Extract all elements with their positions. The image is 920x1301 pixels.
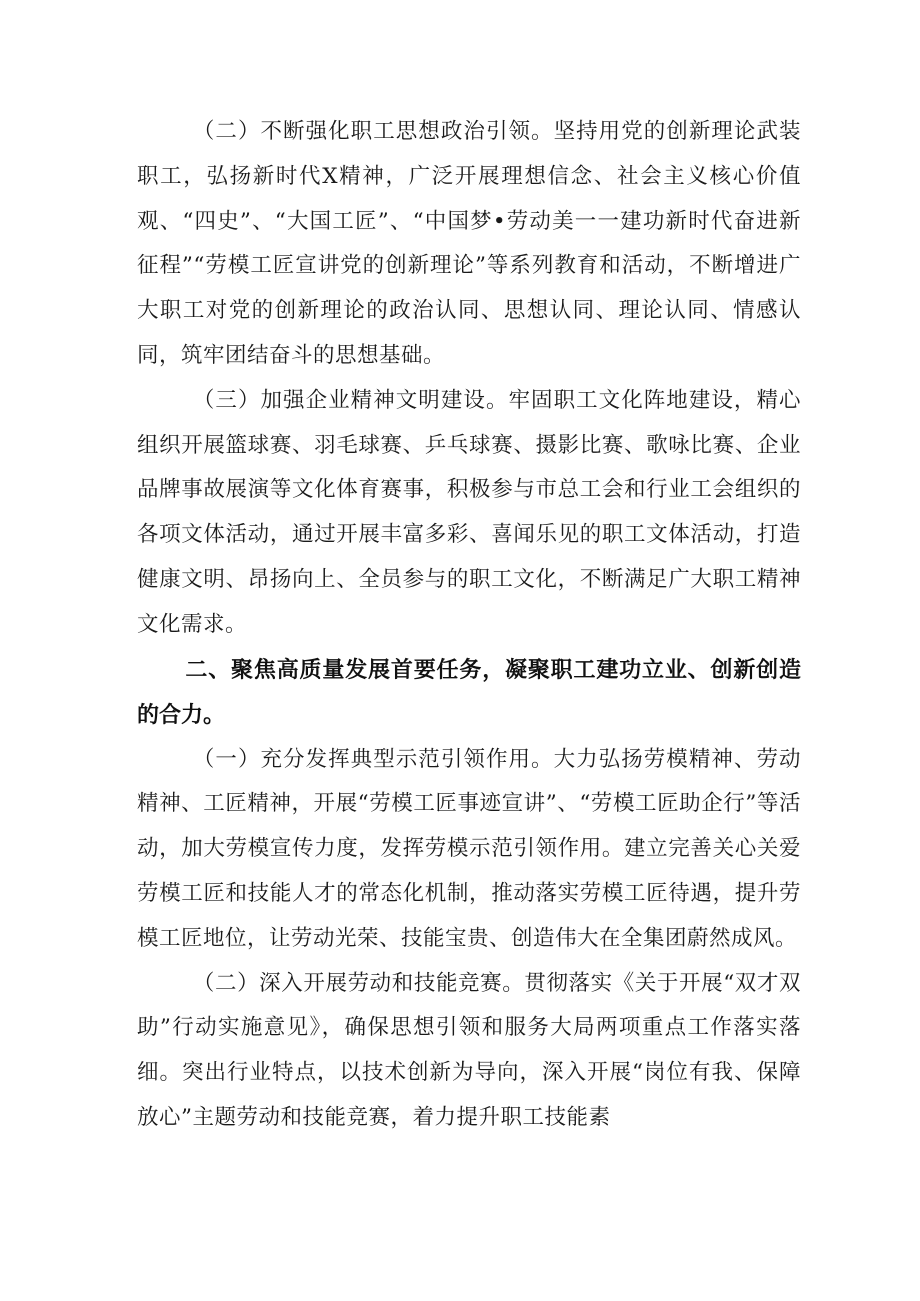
document-body	[137, 110, 801, 1141]
paragraph-skill-competitions: （二）深入开展劳动和技能竞赛。贯彻落实《关于开展“双才双助”行动实施意见》，确保思想引领和服务大局两项重点工作落实落细。突出行业特点，以技术创新为导向，深入开展“岗位有我、保障放心”主题劳动和技能竞赛，着力提升职工技能素	[137, 970, 801, 1130]
paragraph-strengthen-ideological-guidance: （二）不断强化职工思想政治引领。坚持用党的创新理论武装职工，弘扬新时代X精神，广泛开展理想信念、社会主义核心价值观、“四史”、“大国工匠”、“中国梦•劳动美一一建功新时代奋进新征程”“劳模工匠宣讲党的创新理论”等系列教育和活动，不断增进广大职工对党的创新理论的政治认同、思想认同、理论认同、情感认同，筑牢团结奋斗的思想基础。	[137, 119, 801, 368]
section-heading-two: 二、聚焦高质量发展首要任务，凝聚职工建功立业、创新创造的合力。	[137, 657, 801, 728]
paragraph-spiritual-civilization: （三）加强企业精神文明建设。牢固职工文化阵地建设，精心组织开展篮球赛、羽毛球赛、乒乓球赛、摄影比赛、歌咏比赛、企业品牌事故展演等文化体育赛事，积极参与市总工会和行业工会组织的各项文体活动，通过开展丰富多彩、喜闻乐见的职工文体活动，打造健康文明、昂扬向上、全员参与的职工文化，不断满足广大职工精神文化需求。	[137, 387, 801, 637]
paragraph-model-leadership: （一）充分发挥典型示范引领作用。大力弘扬劳模精神、劳动精神、工匠精神，开展“劳模工匠事迹宣讲”、“劳模工匠助企行”等活动，加大劳模宣传力度，发挥劳模示范引领作用。建立完善关心关爱劳模工匠和技能人才的常态化机制，推动落实劳模工匠待遇，提升劳模工匠地位，让劳动光荣、技能宝贵、创造伟大在全集团蔚然成风。	[137, 746, 802, 951]
